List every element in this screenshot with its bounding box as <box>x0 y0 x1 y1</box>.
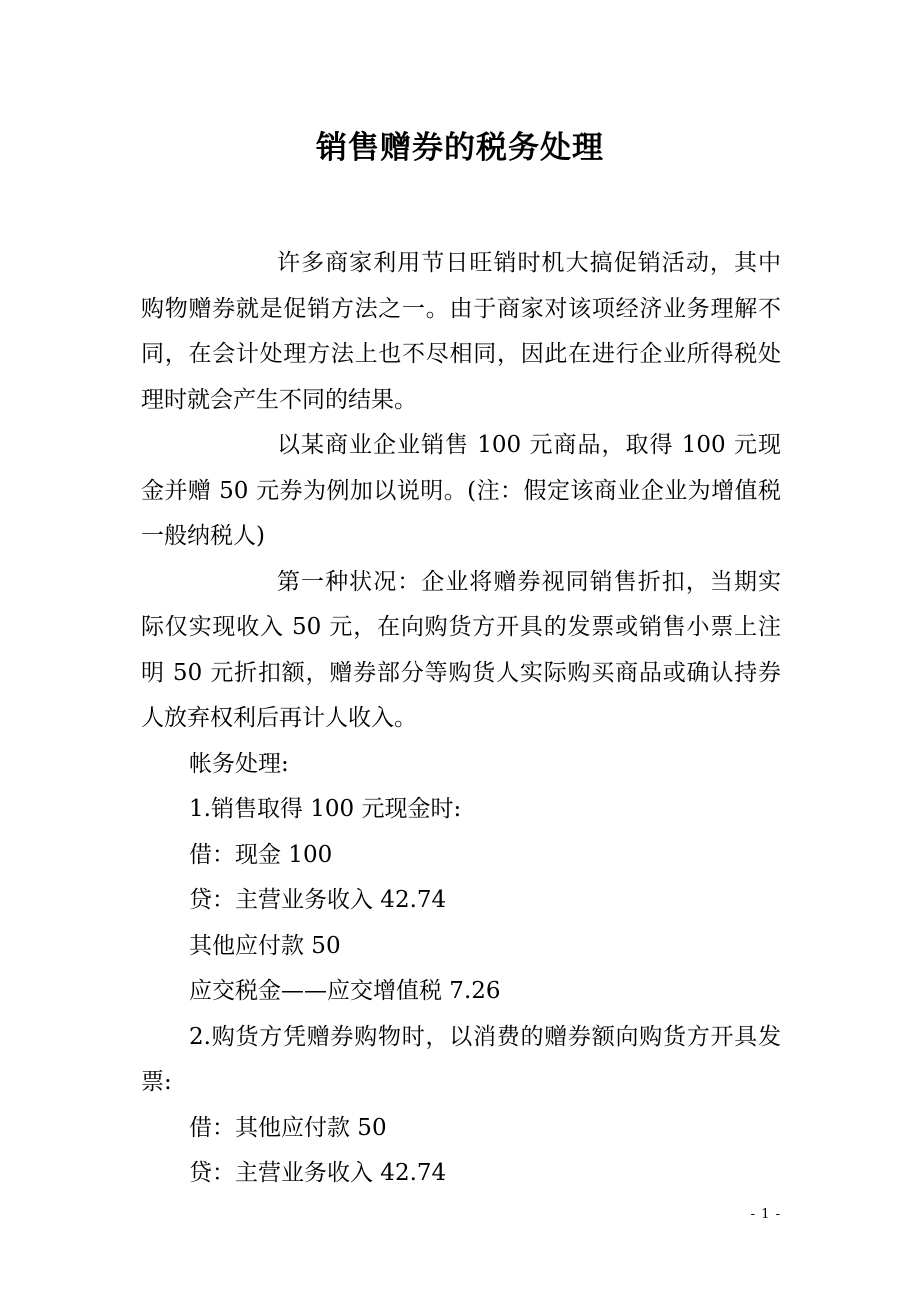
paragraph-example: 以某商业企业销售 100 元商品，取得 100 元现金并赠 50 元券为例加以说明。(注：假定该商业企业为增值税一般纳税人) <box>141 432 781 549</box>
document-body <box>141 241 781 1197</box>
accounting-heading: 帐务处理: <box>189 750 289 777</box>
step-two-text: 2.购货方凭赠券购物时，以消费的赠券额向购货方开具发票: <box>141 1023 781 1095</box>
step-two-paragraph <box>141 1015 781 1106</box>
debit-other-payables-line: 借：其他应付款 50 <box>189 1114 387 1141</box>
debit-cash-line: 借：现金 100 <box>189 841 333 868</box>
step-one-heading: 1.销售取得 100 元现金时: <box>189 796 462 822</box>
vat-payable-line: 应交税金——应交增值税 7.26 <box>189 978 501 1004</box>
other-payables-line: 其他应付款 50 <box>189 932 341 959</box>
paragraph-case-one: 第一种状况：企业将赠券视同销售折扣，当期实际仅实现收入 50 元，在向购货方开具的发票或销售小票上注明 50 元折扣额，赠券部分等购货人实际购买商品或确认持券人放弃权利后再计人收入。 <box>141 568 781 731</box>
document-title: 销售赠券的税务处理 <box>316 130 604 166</box>
page-number: - 1 - <box>750 1207 781 1222</box>
credit-revenue-line: 贷：主营业务收入 42.74 <box>189 887 447 913</box>
paragraph-intro: 许多商家利用节日旺销时机大搞促销活动，其中购物赠券就是促销方法之一。由于商家对该项经济业务理解不同，在会计处理方法上也不尽相同，因此在进行企业所得税处理时就会产生不同的结果。 <box>141 250 781 413</box>
credit-revenue-line-2: 贷：主营业务收入 42.74 <box>189 1160 447 1186</box>
